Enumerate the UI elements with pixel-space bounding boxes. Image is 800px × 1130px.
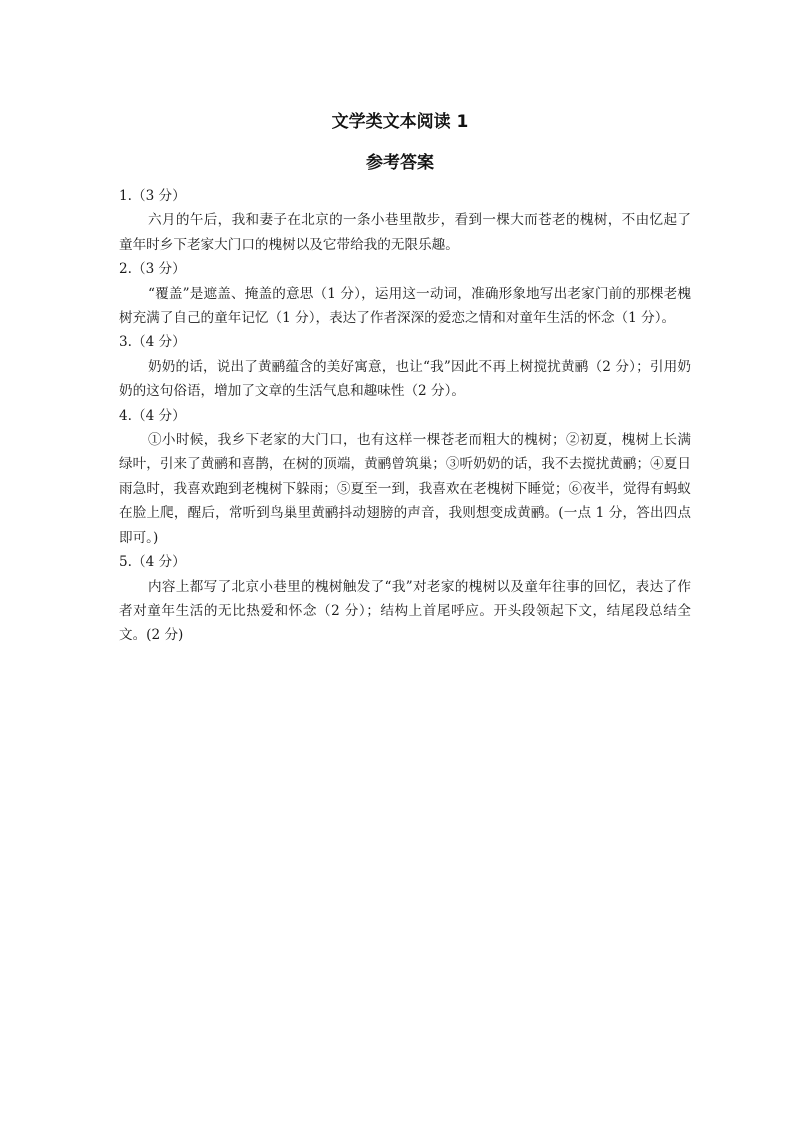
question-number-4: 4.（4 分） [119, 407, 186, 424]
document-subtitle: 参考答案 [366, 153, 434, 173]
answer-text-2: “覆盖”是遮盖、掩盖的意思（1 分），运用这一动词，准确形象地写出老家门前的那棵老槐树充满了自己的童年记忆（1 分），表达了作者深深的爱恋之情和对童年生活的怀念（1 分）。 [119, 285, 691, 327]
answer-text-1: 六月的午后，我和妻子在北京的一条小巷里散步，看到一棵大而苍老的槐树，不由忆起了童年时乡下老家大门口的槐树以及它带给我的无限乐趣。 [119, 212, 691, 253]
question-number-5: 5.（4 分） [119, 554, 186, 571]
answer-item-2 [119, 257, 691, 330]
answer-item-4 [119, 404, 691, 550]
document-title: 文学类文本阅读 1 [331, 112, 469, 132]
answer-list [119, 184, 691, 648]
answer-text-5: 内容上都写了北京小巷里的槐树触发了“我”对老家的槐树以及童年往事的回忆，表达了作者对童年生活的无比热爱和怀念（2 分）；结构上首尾呼应。开头段领起下文，结尾段总结全文。(2 分) [119, 578, 691, 644]
answer-text-3: 奶奶的话，说出了黄鹂蕴含的美好寓意，也让“我”因此不再上树搅扰黄鹂（2 分）；引用奶奶的这句俗语，增加了文章的生活气息和趣味性（2 分）。 [119, 358, 691, 400]
question-number-3: 3.（4 分） [119, 334, 186, 351]
question-number-1: 1.（3 分） [119, 188, 186, 204]
answer-text-4: ①小时候，我乡下老家的大门口，也有这样一棵苍老而粗大的槐树；②初夏，槐树上长满绿叶，引来了黄鹂和喜鹊，在树的顶端，黄鹂曾筑巢；③听奶奶的话，我不去搅扰黄鹂；④夏日雨急时，我喜欢跑到老槐树下躲雨；⑤夏至一到，我喜欢在老槐树下睡觉；⑥夜半，觉得有蚂蚁在脸上爬，醒后，常听到鸟巢里黄鹂抖动翅膀的声音，我则想变成黄鹂。(一点 1 分，答出四点即可。) [119, 432, 691, 546]
answer-item-5 [119, 550, 691, 648]
answer-item-3 [119, 330, 691, 403]
question-number-2: 2.（3 分） [119, 261, 186, 278]
answer-item-1 [119, 184, 691, 257]
